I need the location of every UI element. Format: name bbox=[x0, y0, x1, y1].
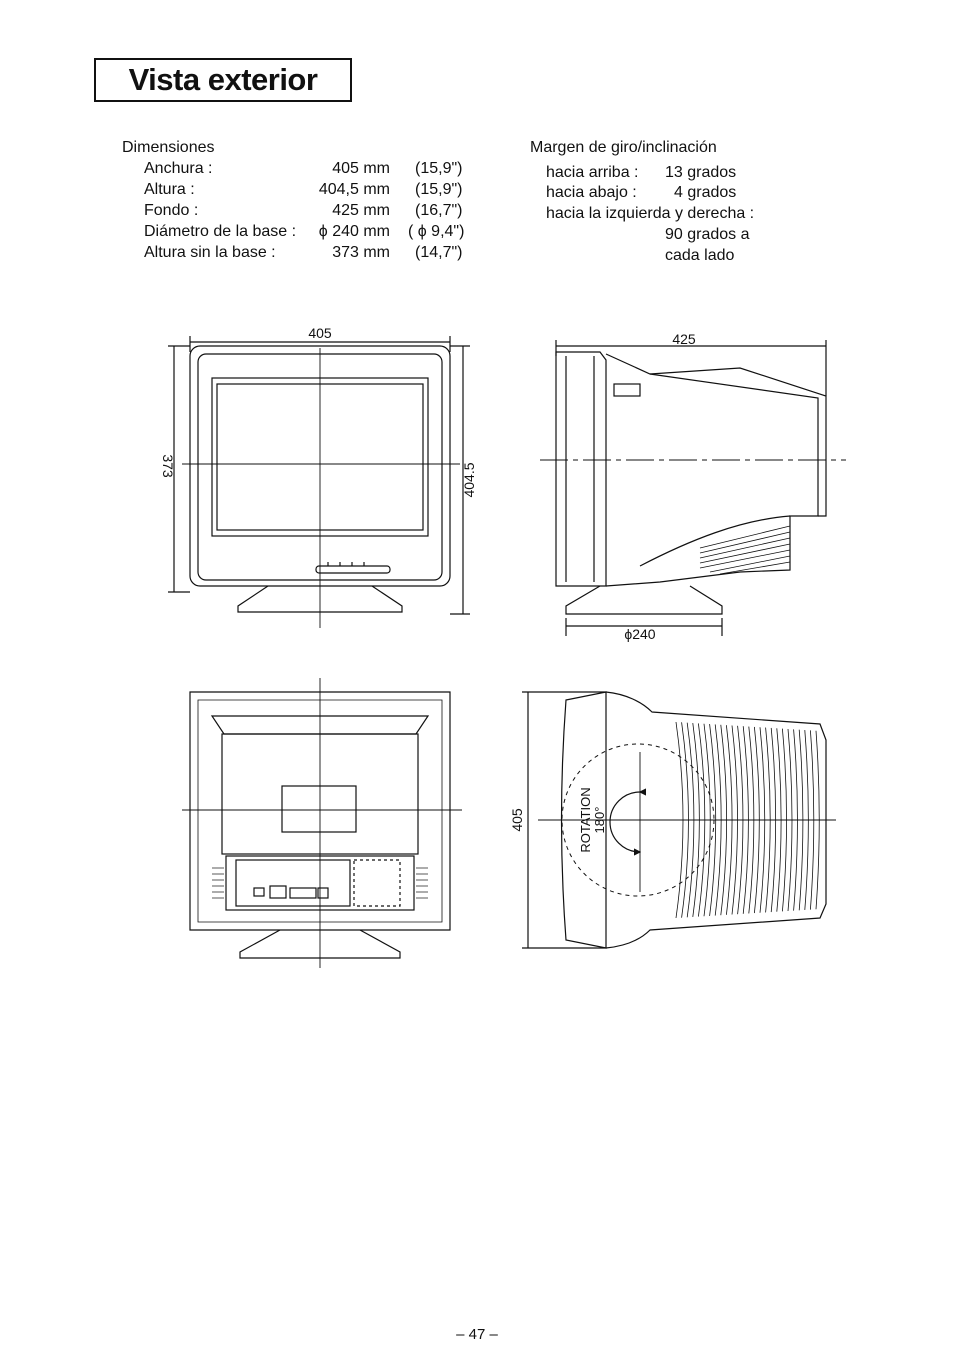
page-number: – 47 – bbox=[456, 1326, 498, 1343]
swivel-heading: Margen de giro/inclinación bbox=[530, 139, 717, 156]
dimensions-heading: Dimensiones bbox=[122, 139, 215, 156]
rear-view bbox=[182, 678, 462, 968]
rotation-label: ROTATION bbox=[578, 787, 593, 853]
front-height-no-base-label: 373 bbox=[160, 454, 176, 478]
dim-label-width: Anchura : bbox=[144, 160, 213, 177]
swivel-lr-label: hacia la izquierda y derecha : bbox=[546, 205, 755, 222]
dim-label-depth: Fondo : bbox=[144, 202, 199, 219]
swivel-lr-value-1: 90 grados a bbox=[665, 226, 750, 243]
front-view bbox=[168, 336, 470, 628]
dim-mm-height-no-base: 373 mm bbox=[332, 244, 390, 261]
dim-mm-depth: 425 mm bbox=[332, 202, 390, 219]
dim-mm-height: 404,5 mm bbox=[318, 181, 390, 198]
front-width-label: 405 bbox=[308, 325, 332, 341]
dim-inch-base-diameter: ( ϕ 9,4") bbox=[408, 223, 465, 240]
swivel-lr-value-2: cada lado bbox=[665, 247, 735, 264]
dim-mm-base-diameter: ϕ 240 mm bbox=[318, 223, 390, 240]
side-view bbox=[540, 340, 846, 636]
top-depth-label: 405 bbox=[509, 808, 525, 832]
dim-inch-width: (15,9") bbox=[415, 160, 463, 177]
swivel-down-value: 4 grados bbox=[674, 184, 737, 201]
dim-label-base-diameter: Diámetro de la base : bbox=[144, 223, 297, 240]
side-base-diameter-label: ϕ240 bbox=[624, 626, 656, 642]
side-depth-label: 425 bbox=[672, 331, 696, 347]
top-view bbox=[522, 692, 836, 948]
dim-inch-height: (15,9") bbox=[415, 181, 463, 198]
swivel-down-label: hacia abajo : bbox=[546, 184, 637, 201]
dim-inch-height-no-base: (14,7") bbox=[415, 244, 463, 261]
rotation-angle-label: 180° bbox=[592, 806, 607, 834]
swivel-up-value: 13 grados bbox=[665, 164, 737, 181]
page-title: Vista exterior bbox=[128, 62, 318, 97]
dim-inch-depth: (16,7") bbox=[415, 202, 463, 219]
dim-mm-width: 405 mm bbox=[332, 160, 390, 177]
dim-label-height-no-base: Altura sin la base : bbox=[144, 244, 276, 261]
front-height-label: 404.5 bbox=[461, 462, 477, 498]
dim-label-height: Altura : bbox=[144, 181, 195, 198]
swivel-up-label: hacia arriba : bbox=[546, 164, 639, 181]
